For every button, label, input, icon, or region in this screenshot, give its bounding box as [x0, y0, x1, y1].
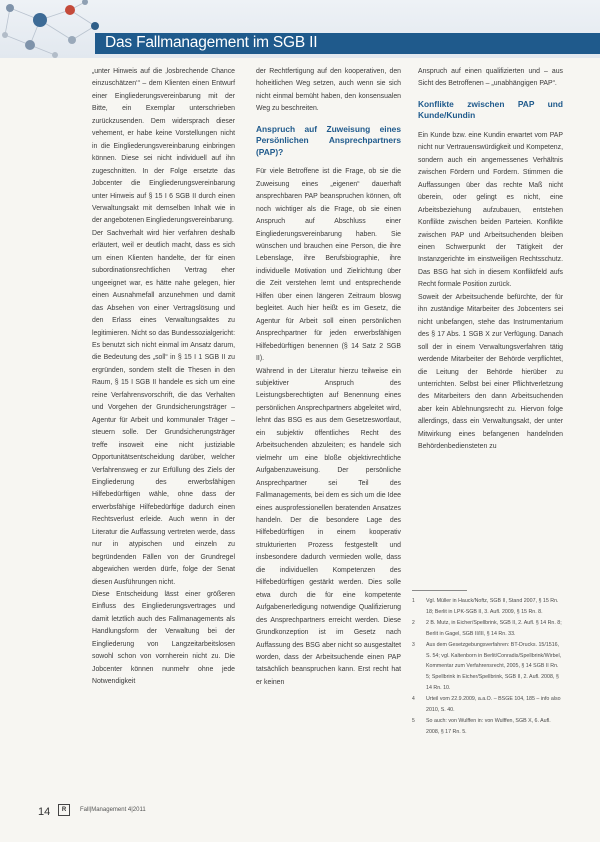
paragraph: „unter Hinweis auf die ‚losbrechende Chance einzuschätzen‘“ – dem Klienten einen Entwurf einer Eingliederungsvereinbarung mit der Bitte, ein Exemplar unterschrieben zurückzusenden. Dem widersprach dieser vehement, er habe keine Vorstellungen nicht in die Eingliederungsvereinbarung einbringen können. Diese sei nicht individuell auf ihn zugeschnitten. In der Folge ersetzte das Jobcenter die Eingliederungsvereinbarung unter Hinweis auf § 15 I 6 SGB II durch einen Verwaltungsakt mit demselben Inhalt wie in der angebotenen Eingliederungsvereinbarung.	[92, 68, 235, 225]
footnote-text: Urteil vom 22.9.2009, a.a.O. – BSGE 104, 185 – info also 2010, S. 40.	[426, 696, 561, 714]
section-heading: Anspruch auf Zuweisung eines Persönlichen Ansprechpartners (PAP)?	[256, 123, 401, 157]
footnote-number: 2	[412, 619, 415, 626]
page-title: Das Fallmanagement im SGB II	[105, 34, 318, 51]
footnote	[412, 694, 562, 716]
footnote	[412, 640, 562, 695]
journal-logo-icon: R	[58, 804, 70, 816]
paragraph: Diese Entscheidung lässt einer größeren Einfluss des Eingliederungsvertrages und damit letztlich auch des Fallmanagements als Handlungsform der Verwaltung bei der Eingliederung von Langzeitarbeitslosen sowohl schon von vornherein nicht zu. Die Jobcenter können nunmehr ohne jede Notwendigkeit	[92, 591, 235, 686]
footnote	[412, 716, 562, 738]
title-bar	[95, 33, 600, 54]
paragraph: Ein Kunde bzw. eine Kundin erwartet vom PAP nicht nur Vertrauenswürdigkeit und Kompetenz, sondern auch ein angemessenes Verhältnis zwischen Fördern und Fordern. Stimmen die Auffassungen über das rechte Maß nicht überein, oder gelingt es nicht, eine Arbeitsbeziehung aufzubauen, entstehen Konflikte zwischen beiden Parteien. Konflikte zwischen PAP und Arbeitsuchenden bleiben einen Schwerpunkt der Tätigkeit der Instanzgerichte im einstweiligen Rechtsschutz. Das BSG hat sich in diesem Konfliktfeld aufs Recht formale Position zurück.	[418, 131, 563, 289]
footnote-text: Aus dem Gesetzgebungsverfahren: BT-Drucks. 15/1516, S. 54; vgl. Kaltenborn in Berlit/Conradis/Spellbrink/Wirbel, Kommentar zum Verfahrensrecht, 2005, § 14 SGB II Rn. 5; Spellbrink in Eicher/Spellbrink, SGB II, 2. Aufl. 2008, § 14 Rn. 10.	[426, 641, 562, 692]
footnote	[412, 596, 562, 618]
footnote-text: 2 B. Mutz, in Eicher/Spellbrink, SGB II, 2. Aufl. § 14 Rn. 8; Berlit in Gagel, SGB II/III, § 14 Rn. 33.	[426, 619, 562, 637]
paragraph: Soweit der Arbeitsuchende befürchte, der für ihn zuständige Mitarbeiter des Jobcenters sei nicht unbefangen, stehe das Instrumentarium des § 17 Abs. 1 SGB X zur Verfügung. Danach soll der in einem Verwaltungsverfahren tätig werdende Mitarbeiter der Behörde verpflichtet, die Leitung der Behörde hierüber zu unterrichten. Selbst bei einer Pflichtverletzung des Mitarbeiters den dann Arbeitsuchenden aber kein Ablehnungsrecht zu. Hiervon folge allerdings, dass ein Verwaltungsakt, der unter Mitwirkung eines befangenen handelnden Behördenbediensteten zu	[418, 293, 563, 451]
paragraph: der Rechtfertigung auf den kooperativen, den hoheitlichen Weg setzen, auch wenn sie sich nicht einmal bemüht haben, den konsensualen Weg zu beschreiten.	[256, 68, 401, 113]
footnote-number: 5	[412, 717, 415, 724]
paragraph: Während in der Literatur hierzu teilweise ein subjektiver Anspruch des Leistungsberechtigten auf Benennung eines persönlichen Ansprechpartners abgeleitet wird, lehnt das BSG es aus dem Gesetzeswortlaut, ein subjektiv öffentliches Recht des Arbeitsuchenden abzuleiten; es handele sich vielmehr um eine bloße objektivrechtliche Aufgabenzuweisung. Der persönliche Ansprechpartner sei Teil des Fallmanagements, bei dem es sich um die Idee eines ausprofessionellen beratenden Ansatzes handeln. Der die besondere Lage des Hilfebedürftigen in einem kooperativ strukturierten Prozess festgestellt und insbesondere dadurch vermieden wolle, dass die individuellen Kompetenzen des Hilfebedürftigen gestärkt werden. Dies solle etwa durch die für eine kompetente Aufgabenerledigung notwendige Qualifizierung des Ansprechpartners erreicht werden. Diese Grundkonzeption ist im Gesetz nach Auffassung des BSG aber nicht so ausgestaltet worden, dass der Arbeitsuchende einen PAP tatsächlich beanspruchen kann. Erst recht hat er keinen	[256, 367, 401, 686]
footnotes	[412, 596, 562, 738]
journal-name: Fall|Management 4|2011	[80, 807, 146, 813]
footnote-number: 4	[412, 696, 415, 703]
footnote-divider	[412, 590, 467, 591]
paragraph: Der Sachverhalt wird hier verfahren deshalb erläutert, weil er deutlich macht, dass es sich um einen Klienten handelte, der für einen subordinationsrechtlichen Vertrag eher ungeeignet war, es hätte nahe gelegen, hier einen Ausnahmefall anzunehmen und damit das Absehen von einer Vertragslösung und den Erlass eines Verwaltungsaktes zu legitimieren. Nicht so das Bundessozialgericht: Es benutzt sich nicht einmal im Ansatz darum, die Bedeutung des „soll“ in § 15 I 1 SGB II zu ergründen, sondern stellt die Thesen in den Raum, § 15 I SGB II handele es sich um eine reine Verfahrensvorschrift, die das Verhalten und Vorgehen der Grundsicherungsträger – Agentur für Arbeit und kommunaler Träger – steuern solle. Der Grundsicherungsträger treffe insoweit eine nicht justiziable Opportunitätsentscheidung darüber, welcher Verfahrensweg er zur Erfüllung des Ziels der Eingliederung des erwerbsfähigen Hilfebedürftigen wähle, ohne dass der erwerbsfähige Hilfebedürftige dadurch einen Rechtsverlust erleide. Auch wenn in der Literatur die Auffassung vertreten werde, dass nur in atypischen und einzeln zu begründenden Fällen von der Grundregel abgewichen werden dürfe, folge der Senat diesen Ausführungen nicht.	[92, 229, 235, 586]
footnote-text: Vgl. Müller in Hauck/Noftz, SGB II, Stand 2007, § 15 Rn. 18; Berlit in LPK-SGB II, 3. Aufl. 2009, § 15 Rn. 8.	[426, 598, 559, 615]
section-heading: Konflikte zwischen PAP und Kunde/Kundin	[418, 98, 563, 121]
paragraph: Für viele Betroffene ist die Frage, ob sie die Zuweisung eines „eigenen“ dauerhaft ansprechbaren PAP beanspruchen können, oft noch wichtiger als die Frage, ob sie einen Anspruch auf Abschluss einer Eingliederungsvereinbarung haben. Sie wünschen und brauchen eine Person, die ihre Lebenslage, ihre Berufsbiographie, ihre individuelle Motivation und Zielrichtung über die Zeit verstehen lernt und entsprechende Hilfen über einen längeren Zeitraum bloswg begleitet. Auch hier heißt es im Gesetz, die Agentur für Arbeit soll einen persönlichen Ansprechpartner für jeden erwerbsfähigen Hilfebedürftigen benennen (§ 14 Satz 2 SGB II).	[256, 168, 401, 363]
text-column-2	[256, 66, 401, 689]
footnote-number: 3	[412, 641, 415, 648]
page-number: 14	[38, 806, 51, 818]
paragraph: Anspruch auf einen qualifizierten und – aus Sicht des Betroffenen – „unabhängigen PAP“.	[418, 68, 563, 88]
footnote	[412, 618, 562, 640]
footnote-number: 1	[412, 598, 415, 604]
network-graphic-icon	[0, 0, 110, 58]
footnote-text: So auch: von Wulffen in: von Wulffen, SGB X, 6. Aufl. 2008, § 17 Rn. 5.	[426, 717, 551, 735]
text-column-3	[418, 66, 563, 454]
text-column-1	[92, 66, 235, 689]
